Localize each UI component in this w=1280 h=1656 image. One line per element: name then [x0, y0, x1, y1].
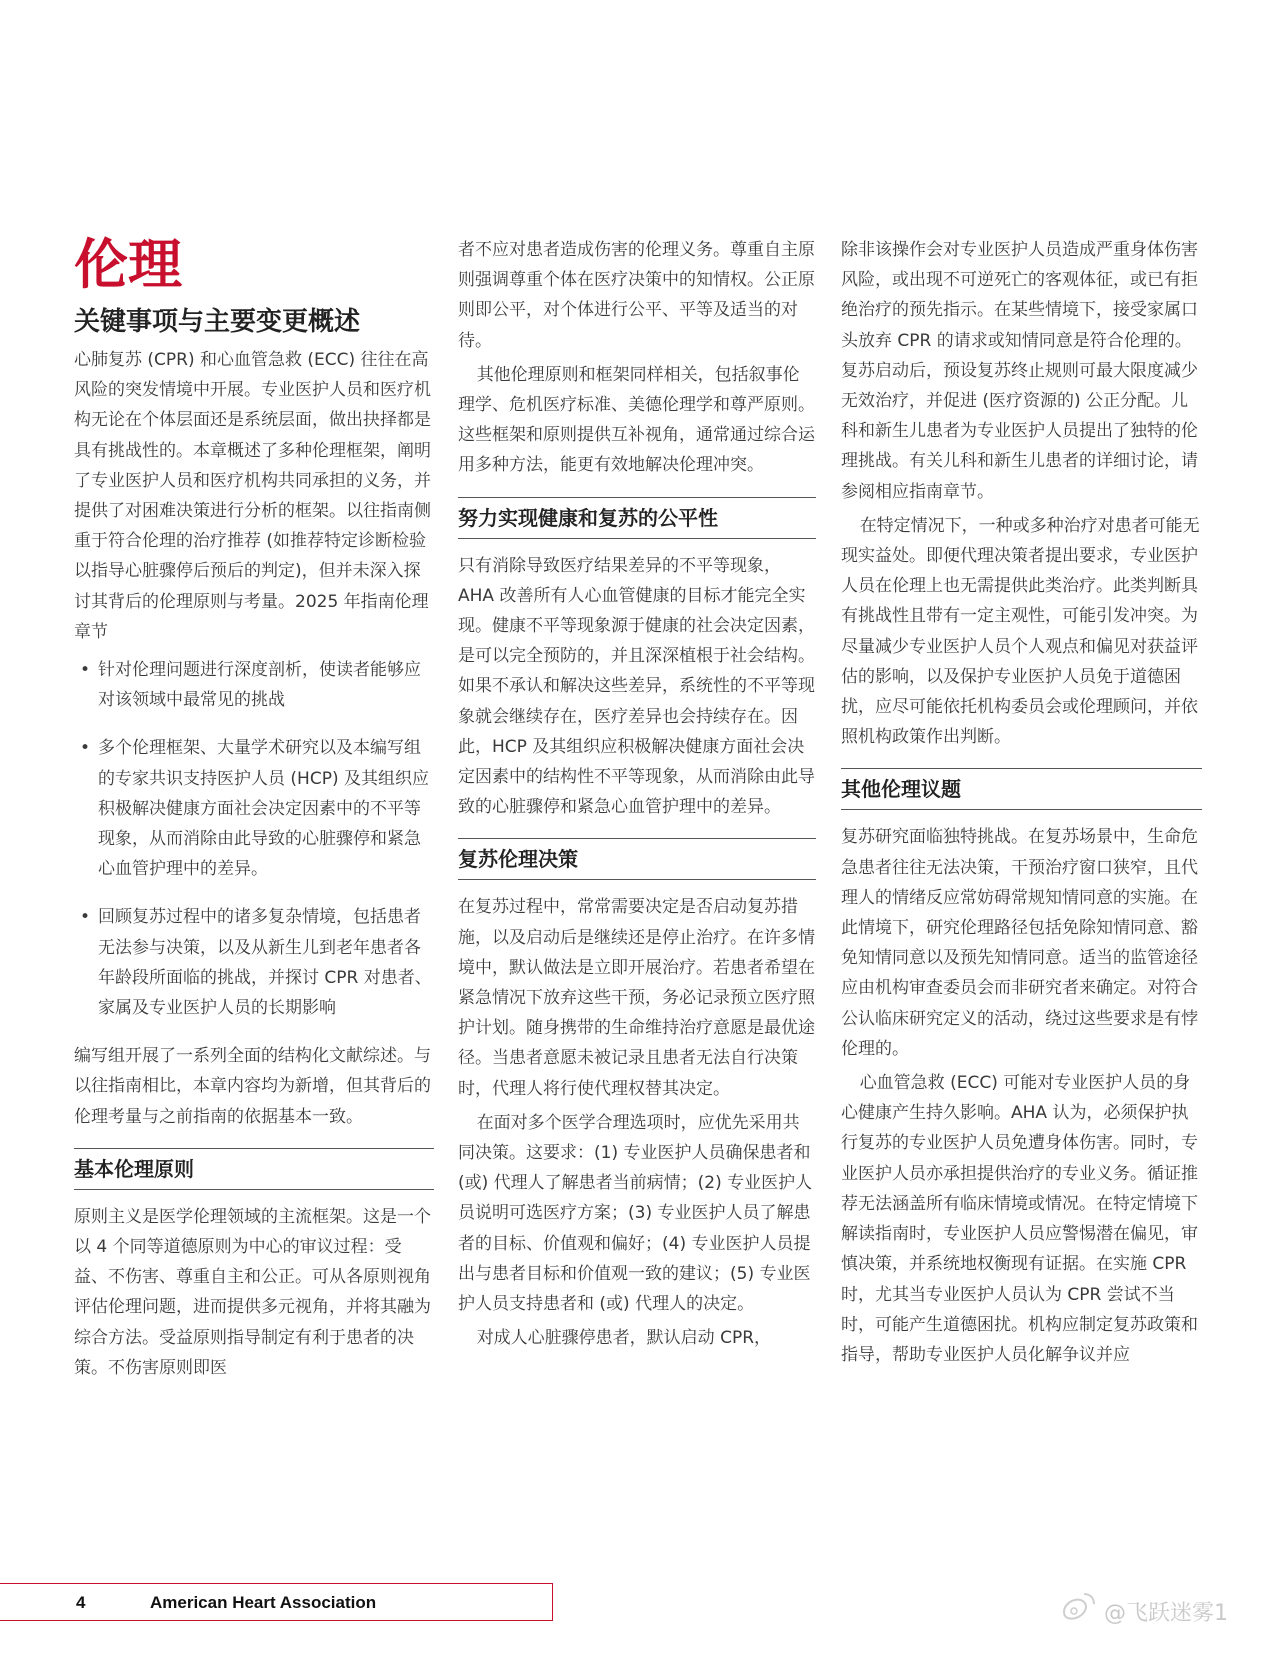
- bullet-icon: •: [80, 660, 91, 681]
- page-subtitle: 关键事项与主要变更概述: [74, 307, 361, 337]
- column-2: [458, 235, 816, 1358]
- section-heading-basic-principles: 基本伦理原则: [74, 1148, 434, 1190]
- page-title: 伦理: [74, 233, 182, 296]
- organization-name: American Heart Association: [150, 1593, 377, 1612]
- watermark: [1058, 1590, 1280, 1630]
- summary-paragraph: 编写组开展了一系列全面的结构化文献综述。与以往指南相比，本章内容均为新增，但其背后的伦理考量与之前指南的依据基本一致。: [74, 1046, 431, 1127]
- cpr-exceptions-paragraph: 除非该操作会对专业医护人员造成严重身体伤害风险，或出现不可逆死亡的客观体征，或已有拒绝治疗的预先指示。在某些情境下，接受家属口头放弃 CPR 的请求或知情同意是符合伦理的。复苏启动后，预设复苏终止规则可最大限度减少无效治疗，并促进 (医疗资源的) 公正分配。儿科和新生儿患者为专业医护人员提出了独特的伦理挑战。有关儿科和新生儿患者的详细讨论，请参阅相应指南章节。: [841, 240, 1198, 502]
- principles-continued-paragraph: 者不应对患者造成伤害的伦理义务。尊重自主原则强调尊重个体在医疗决策中的知情权。公正原则即公平，对个体进行公平、平等及适当的对待。: [458, 240, 815, 351]
- column-1: [74, 235, 434, 1387]
- list-item-text: 针对伦理问题进行深度剖析，使读者能够应对该领域中最常见的挑战: [98, 660, 421, 711]
- list-item-text: 多个伦理框架、大量学术研究以及本编写组的专家共识支持医护人员 (HCP) 及其组织应积极解决健康方面社会决定因素中的不平等现象，从而消除由此导致的心脏骤停和紧急心血管护理中的差异。: [98, 738, 429, 880]
- principles-paragraph: 原则主义是医学伦理领域的主流框架。这是一个以 4 个同等道德原则为中心的审议过程：受益、不伤害、尊重自主和公正。可从各原则视角评估伦理问题，进而提供多元视角，并将其融为综合方法。受益原则指导制定有利于患者的决策。不伤害原则即医: [74, 1206, 431, 1378]
- research-ethics-paragraph: 复苏研究面临独特挑战。在复苏场景中，生命危急患者往往无法决策，干预治疗窗口狭窄，且代理人的情绪反应常妨碍常规知情同意的实施。在此情境下，研究伦理路径包括免除知情同意、豁免知情同意以及预先知情同意。适当的监管途径应由机构审查委员会而非研究者来确定。对符合公认临床研究定义的活动，绕过这些要求是有悖伦理的。: [841, 827, 1198, 1059]
- list-item: [74, 655, 434, 715]
- other-frameworks-paragraph: 其他伦理原则和框架同样相关，包括叙事伦理学、危机医疗标准、美德伦理学和尊严原则。这些框架和原则提供互补视角，通常通过综合运用多种方法，能更有效地解决伦理冲突。: [458, 364, 815, 476]
- weibo-icon: [1058, 1590, 1098, 1632]
- bullet-icon: •: [80, 738, 91, 759]
- section-heading-resuscitation-decisions: 复苏伦理决策: [458, 838, 816, 880]
- section-heading-equity: 努力实现健康和复苏的公平性: [458, 497, 816, 539]
- page-number: 4: [76, 1593, 86, 1612]
- column-3: [841, 235, 1202, 1374]
- equity-paragraph: 只有消除导致医疗结果差异的不平等现象，AHA 改善所有人心血管健康的目标才能完全实现。健康不平等现象源于健康的社会决定因素，是可以完全预防的，并且深深植根于社会结构。如果不承认和解决这些差异，系统性的不平等现象就会继续存在，医疗差异也会持续存在。因此，HCP 及其组织应积极解决健康方面社会决定因素中的结构性不平等现象，从而消除由此导致的心脏骤停和紧急心血管护理中的差异。: [458, 555, 815, 818]
- non-beneficial-treatment-paragraph: 在特定情况下，一种或多种治疗对患者可能无现实益处。即便代理决策者提出要求，专业医护人员在伦理上也无需提供此类治疗。此类判断具有挑战性且带有一定主观性，可能引发冲突。为尽量减少专业医护人员个人观点和偏见对获益评估的影响，以及保护专业医护人员免于道德困扰，应尽可能依托机构委员会或伦理顾问，并依照机构政策作出判断。: [841, 515, 1200, 748]
- section-heading-other-issues: 其他伦理议题: [841, 768, 1202, 810]
- shared-decision-paragraph: 在面对多个医学合理选项时，应优先采用共同决策。这要求：(1) 专业医护人员确保患者和 (或) 代理人了解患者当前病情；(2) 专业医护人员说明可选医疗方案；(3) 专业医护人员了解患者的目标、价值观和偏好；(4) 专业医护人员提出与患者目标和价值观一致的建议；(5) 专业医护人员支持患者和 (或) 代理人的决定。: [458, 1112, 813, 1315]
- intro-paragraph: 心肺复苏 (CPR) 和心血管急救 (ECC) 往往在高风险的突发情境中开展。专业医护人员和医疗机构无论在个体层面还是系统层面，做出抉择都是具有挑战性的。本章概述了多种伦理框架，阐明了专业医护人员和医疗机构共同承担的义务，并提供了对困难决策进行分析的框架。以往指南侧重于符合伦理的治疗推荐 (如推荐特定诊断检验以指导心脏骤停后预后的判定)，但并未深入探讨其背后的伦理原则与考量。2025 年指南伦理章节: [74, 350, 431, 642]
- list-item: [74, 902, 434, 1023]
- provider-wellbeing-paragraph: 心血管急救 (ECC) 可能对专业医护人员的身心健康产生持久影响。AHA 认为，必须保护执行复苏的专业医护人员免遭身体伤害。同时，专业医护人员亦承担提供治疗的专业义务。循证推荐无法涵盖所有临床情境或情况。在特定情境下解读指南时，专业医护人员应警惕潜在偏见，审慎决策，并系统地权衡现有证据。在实施 CPR 时，尤其当专业医护人员认为 CPR 尝试不当时，可能产生道德困扰。机构应制定复苏政策和指导，帮助专业医护人员化解争议并应: [841, 1073, 1198, 1365]
- decisions-paragraph: 在复苏过程中，常常需要决定是否启动复苏措施，以及启动后是继续还是停止治疗。在许多情境中，默认做法是立即开展治疗。若患者希望在紧急情况下放弃这些干预，务必记录预立医疗照护计划。随身携带的生命维持治疗意愿是最优途径。当患者意愿未被记录且患者无法自行决策时，代理人将行使代理权替其决定。: [458, 897, 815, 1099]
- key-points-list: [74, 655, 434, 1023]
- list-item-text: 回顾复苏过程中的诸多复杂情境，包括患者无法参与决策，以及从新生儿到老年患者各年龄段所面临的挑战，并探讨 CPR 对患者、家属及专业医护人员的长期影响: [98, 907, 432, 1019]
- bullet-icon: •: [80, 907, 91, 928]
- page-footer: [0, 1583, 553, 1621]
- list-item: [74, 733, 434, 884]
- watermark-text: @飞跃迷雾1: [1104, 1601, 1228, 1626]
- default-cpr-paragraph: 对成人心脏骤停患者，默认启动 CPR，: [476, 1328, 772, 1349]
